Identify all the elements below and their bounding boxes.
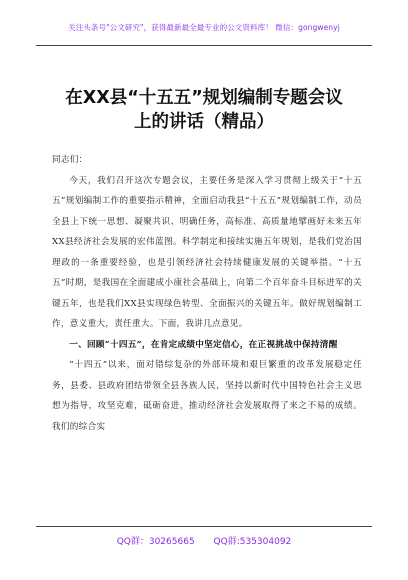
footer-qq-group-2: QQ群:535304092 (213, 537, 292, 547)
paragraph-opening: 今天，我们召开这次专题会议，主要任务是深入学习贯彻上级关于“十五五”规划编制工作的重要指示精神，全面启动我县“十五五”规划编制工作，动员全县上下统一思想、凝聚共识、明确任务，高标准、高质量地擘画好未来五年XX县经济社会发展的宏伟蓝图。科学制定和接续实施五年规划，是我们党治国理政的一条重要经验，也是引领经济社会持续健康发展的关键举措。“十五五”时期，是我国在全面建成小康社会基础上，向第二个百年奋斗目标进军的关键五年，也是我们XX县实现绿色转型、全面振兴的关键五年。做好规划编制工作，意义重大，责任重大。下面，我讲几点意见。 (52, 175, 362, 329)
document-title (0, 86, 408, 134)
header-promo-note: 关注头条号"公文研究"，获得最新最全最专业的公文资料库！ 微信：gongwenyj (68, 23, 340, 32)
paragraph-review: “十四五”以来，面对错综复杂的外部环境和艰巨繁重的改革发展稳定任务，县委、县政府团结带领全县各族人民，坚持以新时代中国特色社会主义思想为指导，攻坚克难，砥砺奋进，推动经济社会发展取得了来之不易的成绩。我们的综合实 (52, 360, 362, 432)
salutation: 同志们： (52, 155, 88, 165)
section-heading-1: 一、回顾“十四五”，在肯定成绩中坚定信心，在正视挑战中保持清醒 (69, 339, 338, 350)
title-line-1: 在XX县“十五五”规划编制专题会议 (65, 88, 343, 108)
header-divider (36, 45, 372, 46)
footer-contacts (0, 534, 408, 547)
footer-qq-group-1: QQ群：30265665 (116, 537, 195, 547)
footer-divider (36, 526, 372, 527)
title-line-2: 上的讲话（精品） (134, 112, 274, 132)
document-body (52, 150, 362, 437)
